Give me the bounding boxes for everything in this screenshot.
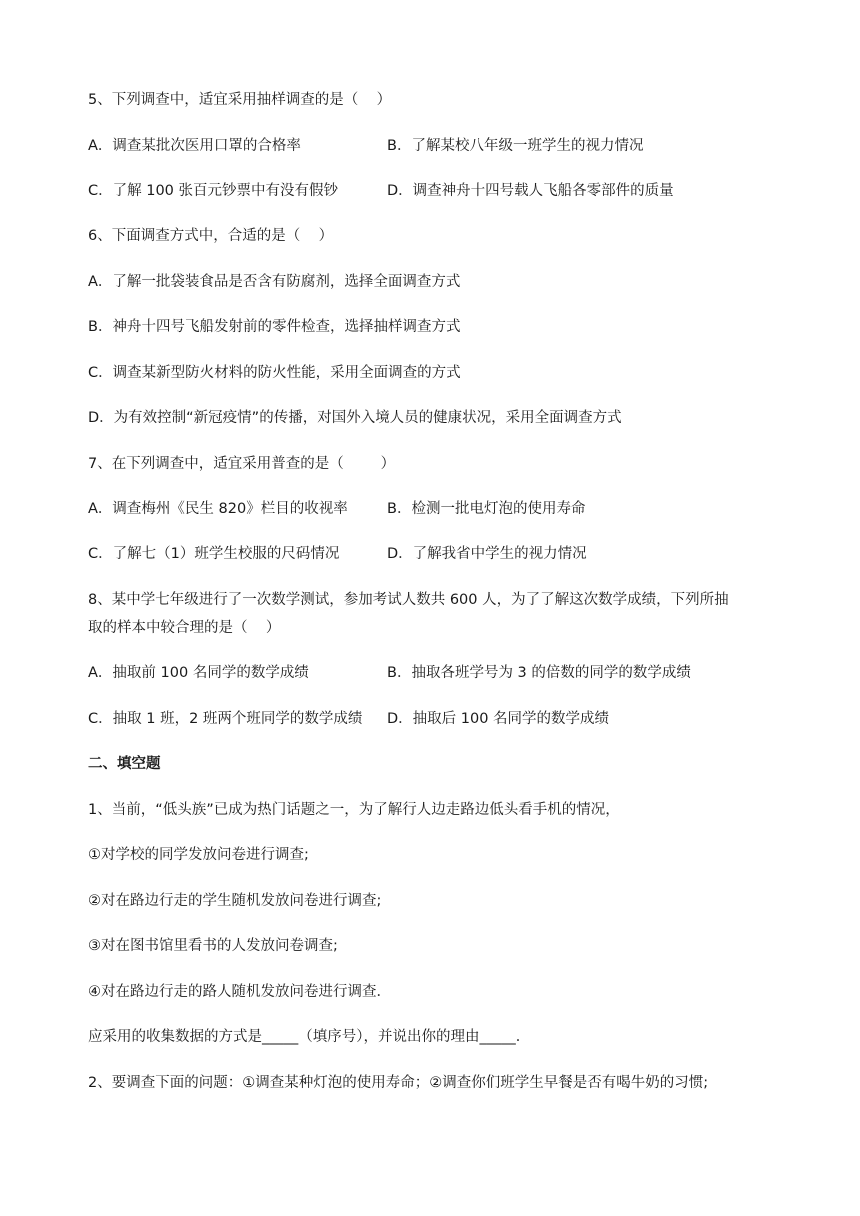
- question-5-option-c: C．了解 100 张百元钞票中有没有假钞: [88, 183, 339, 199]
- fill-1-option-3: ③对在图书馆里看书的人发放问卷调查;: [88, 938, 338, 954]
- question-5-stem: 5、下列调查中，适宜采用抽样调查的是（ ）: [88, 92, 392, 108]
- question-8-stem-line-1: 8、某中学七年级进行了一次数学测试，参加考试人数共 600 人，为了了解这次数学成绩，下列所抽: [88, 592, 729, 608]
- fill-2-stem: 2、要调查下面的问题：①调查某种灯泡的使用寿命；②调查你们班学生早餐是否有喝牛奶的习惯;: [88, 1075, 709, 1091]
- question-6-stem: 6、下面调查方式中，合适的是（ ）: [88, 228, 334, 244]
- question-5-option-d: D．调查神舟十四号载人飞船各零部件的质量: [387, 183, 674, 199]
- fill-1-option-4: ④对在路边行走的路人随机发放问卷进行调查．: [88, 984, 391, 1000]
- question-7-option-a: A．调查梅州《民生 820》栏目的收视率: [88, 501, 348, 517]
- question-6-option-c: C．调查某新型防火材料的防火性能，采用全面调查的方式: [88, 365, 461, 381]
- question-5-option-a: A．调查某批次医用口罩的合格率: [88, 138, 301, 154]
- question-7-option-c: C．了解七（1）班学生校服的尺码情况: [88, 546, 340, 562]
- fill-1-stem: 1、当前，“低头族”已成为热门话题之一，为了解行人边走路边低头看手机的情况，: [88, 802, 620, 818]
- question-8-stem-line-2: 取的样本中较合理的是（ ）: [88, 620, 281, 636]
- question-5-option-b: B．了解某校八年级一班学生的视力情况: [387, 138, 644, 154]
- fill-1-option-1: ①对学校的同学发放问卷进行调查;: [88, 847, 309, 863]
- question-7-option-d: D．了解我省中学生的视力情况: [387, 546, 587, 562]
- question-6-option-b: B．神舟十四号飞船发射前的零件检查，选择抽样调查方式: [88, 319, 461, 335]
- question-8-option-c: C．抽取 1 班，2 班两个班同学的数学成绩: [88, 711, 363, 727]
- question-8-option-d: D．抽取后 100 名同学的数学成绩: [387, 711, 610, 727]
- question-8-option-b: B．抽取各班学号为 3 的倍数的同学的数学成绩: [387, 665, 691, 681]
- fill-1-option-2: ②对在路边行走的学生随机发放问卷进行调查;: [88, 893, 382, 909]
- question-8-option-a: A．抽取前 100 名同学的数学成绩: [88, 665, 309, 681]
- question-6-option-d: D．为有效控制“新冠疫情”的传播，对国外入境人员的健康状况，采用全面调查方式: [88, 410, 622, 426]
- fill-1-answer-line: 应采用的收集数据的方式是_____（填序号），并说出你的理由_____．: [88, 1029, 531, 1045]
- question-7-option-b: B．检测一批电灯泡的使用寿命: [387, 501, 586, 517]
- question-7-stem: 7、在下列调查中，适宜采用普查的是（ ）: [88, 456, 396, 472]
- section-fill-in-title: 二、填空题: [88, 756, 161, 772]
- question-6-option-a: A．了解一批袋装食品是否含有防腐剂，选择全面调查方式: [88, 274, 461, 290]
